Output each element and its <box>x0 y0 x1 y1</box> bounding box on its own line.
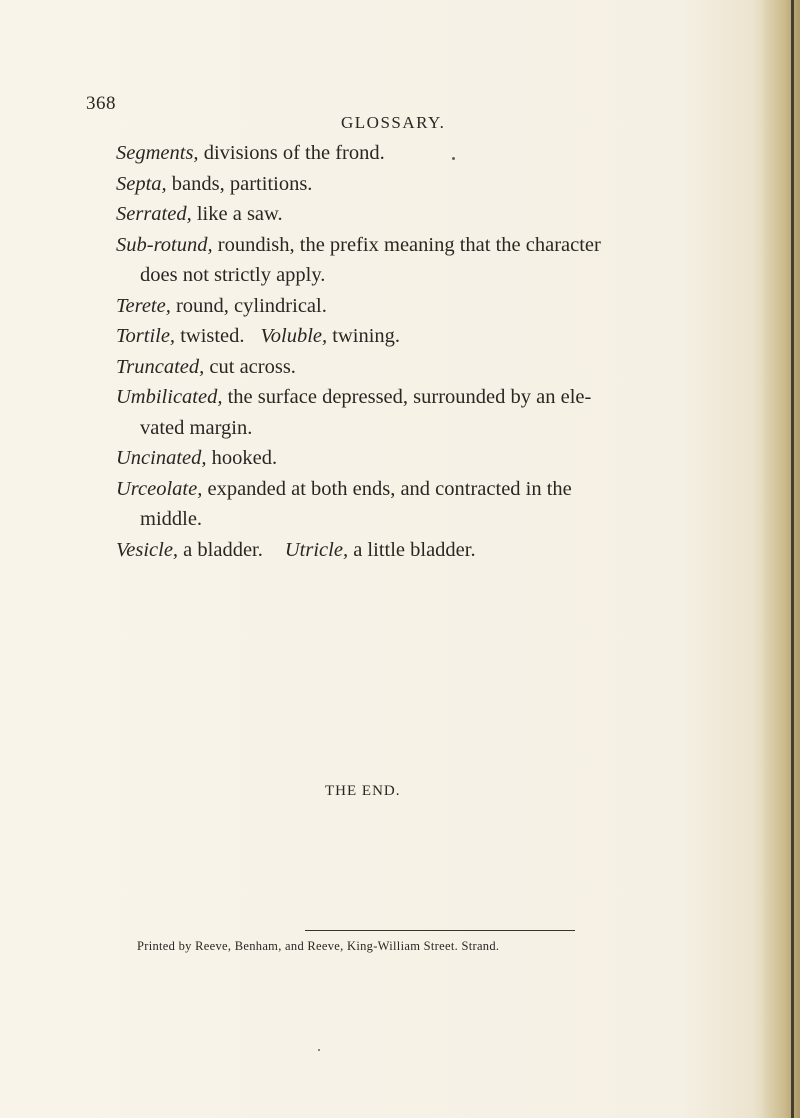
entry-definition: like a saw. <box>191 203 283 225</box>
glossary-entry <box>116 199 726 230</box>
glossary-entry <box>116 382 726 413</box>
entry-term: Vesicle, <box>116 538 179 561</box>
glossary-entry-continuation <box>116 413 726 444</box>
glossary-entry <box>116 169 726 200</box>
glossary-entry-continuation <box>116 504 726 535</box>
entry-definition-second: twining. <box>327 325 401 347</box>
entry-definition: bands, partitions. <box>166 172 313 195</box>
entry-definition: twisted. <box>175 325 245 347</box>
printer-imprint: Printed by Reeve, Benham, and Reeve, King-William Street. Strand. <box>137 939 500 953</box>
entry-term: Tortile, <box>116 325 176 347</box>
entry-definition: a bladder. <box>178 538 263 561</box>
end-note: THE END. <box>325 783 401 799</box>
entry-term-second: Utricle, <box>284 538 349 561</box>
entry-definition: does not strictly apply. <box>140 264 326 286</box>
glossary-entry <box>116 535 726 566</box>
glossary-entry <box>116 230 726 261</box>
paper-speck <box>318 1049 320 1051</box>
entry-term: Terete, <box>116 294 171 317</box>
entry-definition: roundish, the prefix meaning that the character <box>212 233 601 256</box>
glossary-entry-continuation <box>116 260 726 291</box>
paper-speck <box>452 157 455 160</box>
entry-definition: divisions of the frond. <box>198 142 385 164</box>
entry-definition: middle. <box>140 508 203 530</box>
entry-term: Serrated, <box>116 203 192 225</box>
entry-definition: vated margin. <box>140 416 253 439</box>
entry-term: Truncated, <box>116 355 205 378</box>
imprint-rule <box>305 930 575 931</box>
glossary-entry <box>116 443 726 474</box>
entry-definition: expanded at both ends, and contracted in the <box>202 477 572 500</box>
page-number: 368 <box>86 93 116 114</box>
entry-term: Urceolate, <box>116 477 203 500</box>
entry-definition: cut across. <box>204 355 296 378</box>
entry-term: Segments, <box>116 142 199 164</box>
entry-term: Uncinated, <box>116 447 207 469</box>
entry-term: Umbilicated, <box>116 386 223 408</box>
entry-term: Septa, <box>116 172 167 195</box>
glossary-entry <box>116 352 726 383</box>
entry-definition: hooked. <box>206 447 278 469</box>
glossary-entry <box>116 474 726 505</box>
entry-definition: the surface depressed, surrounded by an ele- <box>222 386 592 408</box>
page-edge-shadow <box>760 0 800 1118</box>
glossary-entries <box>116 138 726 565</box>
entry-term: Sub-rotund, <box>116 233 213 256</box>
entry-term-second: Voluble, <box>260 325 328 347</box>
entry-definition: round, cylindrical. <box>170 294 327 317</box>
running-title: GLOSSARY. <box>341 113 446 132</box>
entry-definition-second: a little bladder. <box>348 538 476 561</box>
page-edge-line <box>791 0 794 1118</box>
glossary-entry <box>116 321 726 352</box>
glossary-entry <box>116 291 726 322</box>
glossary-entry <box>116 138 726 169</box>
